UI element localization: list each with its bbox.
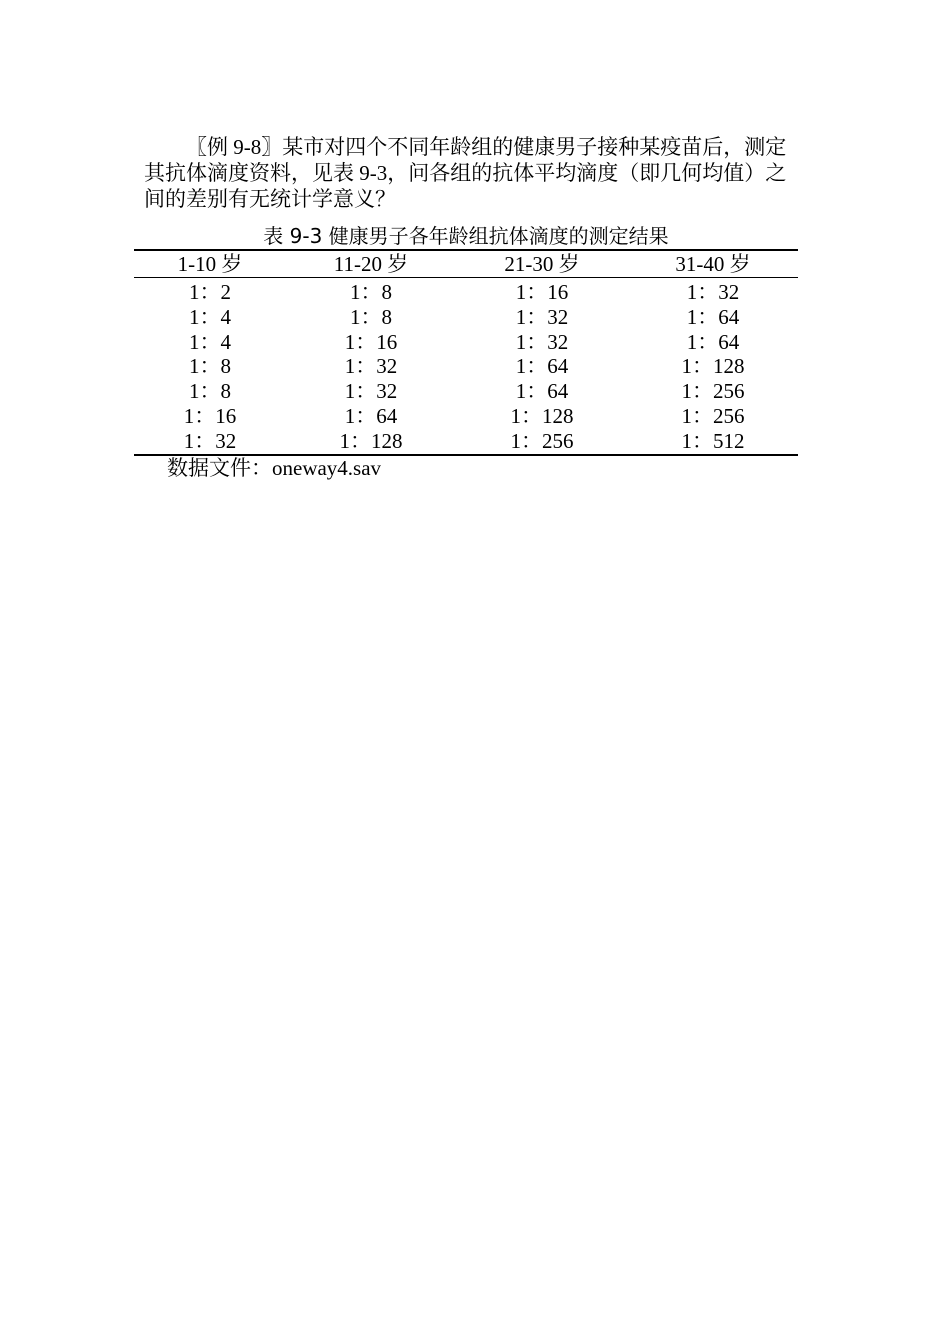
table-cell: 1：32: [686, 280, 740, 304]
table-row: [134, 354, 798, 379]
table-cell: 1：32: [344, 379, 398, 404]
table-cell: 1：4: [189, 329, 231, 354]
example-paragraph: [144, 134, 808, 212]
table-cell: 1：32: [344, 354, 398, 379]
table-cell: 1：16: [515, 280, 569, 304]
table-cell: 1：64: [515, 379, 569, 404]
table-cell: 1：128: [510, 403, 574, 428]
table-cell: 1：512: [681, 428, 745, 453]
paragraph-line-1: 〖例 9-8〗某市对四个不同年龄组的健康男子接种某疫苗后，测定: [186, 135, 787, 159]
paragraph-line-2: 其抗体滴度资料，见表 9-3，问各组的抗体平均滴度（即几何均值）之: [144, 161, 787, 185]
table-row: [134, 330, 798, 355]
data-file-note: 数据文件：oneway4.sav: [167, 456, 382, 480]
table-cell: 1：64: [686, 329, 740, 354]
table-cell: 1：16: [183, 403, 237, 428]
header-cell-31-40: 31-40 岁: [675, 252, 751, 276]
table-cell: 1：2: [189, 280, 231, 304]
table-cell: 1：16: [344, 329, 398, 354]
paragraph-line-3: 间的差别有无统计学意义？: [144, 187, 396, 211]
table-cell: 1：128: [681, 354, 745, 379]
table-row: [134, 379, 798, 404]
table-row: [134, 280, 798, 305]
table-cell: 1：64: [515, 354, 569, 379]
table-cell: 1：256: [681, 379, 745, 404]
table-header-row: [134, 251, 798, 278]
table-cell: 1：256: [510, 428, 574, 453]
table-cell: 1：64: [686, 304, 740, 329]
table-cell: 1：8: [189, 354, 231, 379]
table-row: [134, 305, 798, 330]
table-cell: 1：32: [183, 428, 237, 453]
table-cell: 1：4: [189, 304, 231, 329]
header-cell-21-30: 21-30 岁: [504, 252, 580, 276]
header-cell-1-10: 1-10 岁: [177, 252, 243, 276]
table-cell: 1：128: [339, 428, 403, 453]
table-cell: 1：8: [350, 304, 392, 329]
table-row: [134, 429, 798, 454]
table-cell: 1：32: [515, 329, 569, 354]
antibody-titer-table: [134, 249, 798, 456]
table-cell: 1：32: [515, 304, 569, 329]
table-row: [134, 404, 798, 429]
table-cell: 1：8: [350, 280, 392, 304]
header-cell-11-20: 11-20 岁: [333, 252, 409, 276]
table-body: [134, 278, 798, 454]
table-cell: 1：8: [189, 379, 231, 404]
table-cell: 1：64: [344, 403, 398, 428]
table-caption: 表 9-3 健康男子各年龄组抗体滴度的测定结果: [263, 224, 669, 248]
table-cell: 1：256: [681, 403, 745, 428]
